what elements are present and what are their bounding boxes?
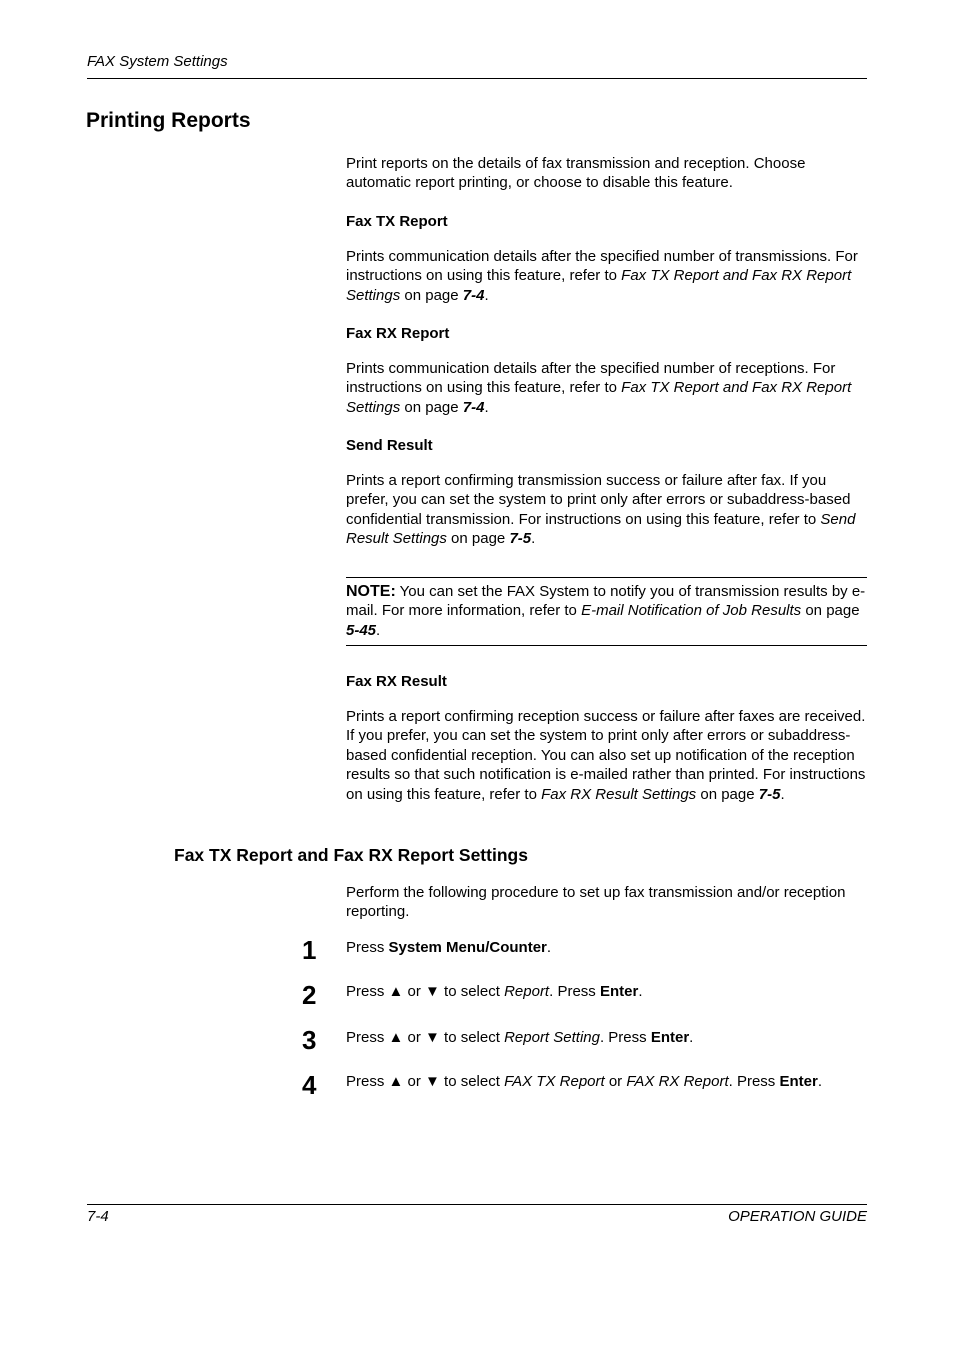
- cross-reference: Fax TX Report and Fax RX Report Settings: [346, 379, 852, 416]
- step-end: .: [817, 1073, 822, 1090]
- step-part: Press ▲ or ▼ to select: [346, 1029, 505, 1046]
- step-text: [346, 1072, 822, 1091]
- body-text: Prints communication details after the specified number of transmissions. For instructions on using this feature, refer to: [346, 248, 858, 285]
- note-text: [346, 578, 867, 640]
- subsection-intro: [346, 883, 867, 922]
- subsection-title: Fax TX Report and Fax RX Report Settings: [174, 845, 528, 865]
- body-text: Prints a report confirming transmission success or failure after fax. If you prefer, you can set the system to print only after errors or subaddress-based confidential transmission. For instructions on using this feature, refer to: [346, 472, 851, 528]
- sentence-end: .: [484, 286, 489, 304]
- page-reference: 7-4: [462, 398, 485, 416]
- section-send-result: [346, 436, 867, 455]
- on-page-text: on page: [446, 530, 510, 548]
- sentence-end: .: [376, 621, 381, 639]
- step-number: 1: [302, 935, 317, 965]
- step-end: .: [689, 1029, 694, 1046]
- section-text: [346, 247, 867, 305]
- step-part: Press ▲ or ▼ to select: [346, 1073, 505, 1090]
- sentence-end: .: [484, 398, 489, 416]
- note-box: [346, 577, 867, 646]
- intro-paragraph: [346, 154, 867, 193]
- section-body: [346, 359, 867, 417]
- body-text: Prints a report confirming reception success or failure after faxes are received. If you prefer, you can set the system to print only after errors or subaddress-based confidential reception. You can also set up notification of the reception results so that such notification is e-mailed rather than printed. For instructions on using this feature, refer to: [346, 708, 866, 803]
- section-heading: Fax TX Report: [346, 213, 448, 230]
- footer-guide-title: OPERATION GUIDE: [728, 1208, 867, 1225]
- section-heading: Fax RX Result: [346, 673, 447, 690]
- cross-reference: Fax TX Report and Fax RX Report Settings: [346, 267, 852, 304]
- step-number: 3: [302, 1025, 317, 1055]
- on-page-text: on page: [801, 602, 860, 620]
- step-end: .: [638, 983, 643, 1000]
- step-part: . Press: [728, 1073, 780, 1090]
- section-fax-tx-report: [346, 212, 867, 231]
- step-part: . Press: [549, 983, 600, 1000]
- step-part: Press ▲ or ▼ to select: [346, 983, 505, 1000]
- page-number: 7-4: [87, 1208, 109, 1225]
- page-reference: 7-4: [462, 286, 485, 304]
- section-text: [346, 471, 867, 549]
- note-label: NOTE:: [346, 583, 396, 600]
- step-option: Report: [504, 983, 550, 1000]
- step-number: 2: [302, 980, 317, 1010]
- on-page-text: on page: [400, 398, 463, 416]
- section-body: [346, 707, 867, 804]
- step-text: [346, 938, 551, 957]
- footer-rule: [87, 1204, 867, 1205]
- body-text: Prints communication details after the specified number of receptions. For instructions on using this feature, refer to: [346, 360, 836, 397]
- section-fax-rx-report: [346, 324, 867, 343]
- sentence-end: .: [531, 530, 536, 548]
- section-text: [346, 359, 867, 417]
- section-body: [346, 471, 867, 549]
- step-number: 4: [302, 1070, 317, 1100]
- step-key: Enter: [779, 1073, 818, 1090]
- note-body: You can set the FAX System to notify you of transmission results by e-mail. For more information, refer to: [346, 583, 866, 620]
- step-part: or: [604, 1073, 627, 1090]
- cross-reference: Fax RX Result Settings: [541, 785, 697, 803]
- step-part: Press: [346, 939, 389, 956]
- section-heading: Send Result: [346, 437, 433, 454]
- page-title: Printing Reports: [86, 109, 251, 132]
- header-rule: [87, 78, 867, 79]
- section-text: [346, 707, 867, 804]
- step-option: FAX TX Report: [504, 1073, 605, 1090]
- step-key: Enter: [650, 1029, 690, 1046]
- step-option: Report Setting: [504, 1029, 600, 1046]
- step-key: System Menu/Counter: [388, 939, 547, 956]
- page-reference: 7-5: [509, 530, 532, 548]
- cross-reference: E-mail Notification of Job Results: [581, 602, 802, 620]
- subsection-intro-text: Perform the following procedure to set up fax transmission and/or reception reporting.: [346, 884, 846, 921]
- intro-text: Print reports on the details of fax transmission and reception. Choose automatic report printing, or choose to disable this feature.: [346, 155, 806, 192]
- page-reference: 7-5: [758, 785, 781, 803]
- step-text: [346, 982, 642, 1001]
- cross-reference: Send Result Settings: [346, 510, 856, 548]
- running-header: FAX System Settings: [87, 53, 228, 70]
- step-part: . Press: [599, 1029, 651, 1046]
- step-option: FAX RX Report: [626, 1073, 729, 1090]
- step-end: .: [546, 939, 552, 956]
- step-key: Enter: [599, 983, 639, 1000]
- section-fax-rx-result: [346, 672, 867, 691]
- on-page-text: on page: [400, 286, 463, 304]
- section-heading: Fax RX Report: [346, 325, 450, 342]
- on-page-text: on page: [696, 785, 759, 803]
- page-reference: 5-45: [346, 621, 377, 639]
- section-body: [346, 247, 867, 305]
- sentence-end: .: [780, 785, 785, 803]
- step-text: [346, 1028, 693, 1047]
